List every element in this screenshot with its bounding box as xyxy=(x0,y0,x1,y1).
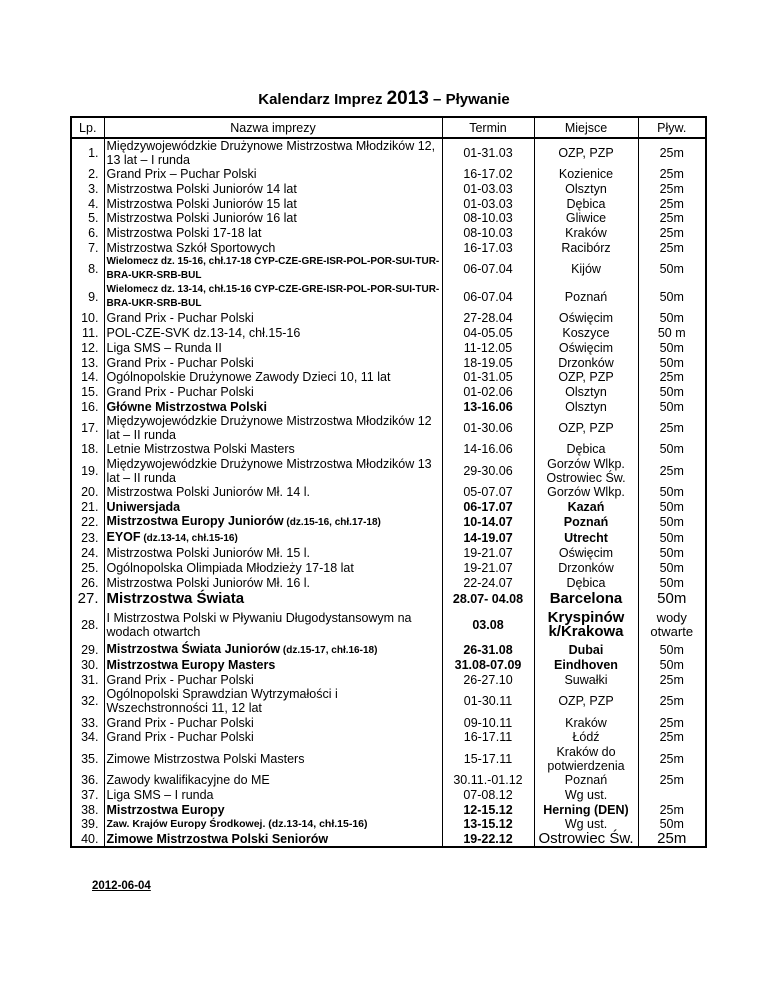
cell-term: 12-15.12 xyxy=(442,802,534,817)
table-row xyxy=(71,414,706,442)
cell-name: Główne Mistrzostwa Polski xyxy=(104,399,442,414)
cell-place: OZP, PZP xyxy=(534,138,638,167)
cell-place: OZP, PZP xyxy=(534,687,638,715)
header-term: Termin xyxy=(442,117,534,138)
cell-term: 14-16.06 xyxy=(442,442,534,457)
cell-term: 01-30.06 xyxy=(442,414,534,442)
cell-place: Kryspinów k/Krakowa xyxy=(534,608,638,642)
cell-place: Wg ust. xyxy=(534,817,638,832)
cell-pool: 25m xyxy=(638,773,706,788)
cell-pool: 50 m xyxy=(638,326,706,341)
table-row xyxy=(71,138,706,167)
cell-place: Utrecht xyxy=(534,530,638,546)
table-row xyxy=(71,575,706,590)
cell-place: Oświęcim xyxy=(534,311,638,326)
cell-lp: 23. xyxy=(71,530,104,546)
cell-pool: 50m xyxy=(638,817,706,832)
cell-name: Międzywojewódzkie Drużynowe Mistrzostwa Młodzików 12, 13 lat – I runda xyxy=(104,138,442,167)
cell-term: 13-16.06 xyxy=(442,399,534,414)
cell-place: Łódź xyxy=(534,730,638,745)
cell-place: Dubai xyxy=(534,642,638,658)
cell-name: Grand Prix – Puchar Polski xyxy=(104,167,442,182)
cell-place: Kijów xyxy=(534,255,638,283)
cell-name: Mistrzostwa Polski Juniorów 15 lat xyxy=(104,196,442,211)
cell-name: Grand Prix - Puchar Polski xyxy=(104,673,442,688)
cell-name: Zawody kwalifikacyjne do ME xyxy=(104,773,442,788)
cell-name-main: EYOF xyxy=(106,530,141,544)
cell-name: Zimowe Mistrzostwa Polski Seniorów xyxy=(104,832,442,847)
cell-pool: 50m xyxy=(638,561,706,576)
cell-pool: 50m xyxy=(638,514,706,530)
table-row xyxy=(71,341,706,356)
cell-term: 16-17.02 xyxy=(442,167,534,182)
table-row xyxy=(71,642,706,658)
cell-place: Dębica xyxy=(534,442,638,457)
cell-term: 01-02.06 xyxy=(442,385,534,400)
table-row xyxy=(71,673,706,688)
title-year: 2013 xyxy=(386,88,429,109)
cell-pool: 50m xyxy=(638,499,706,514)
cell-lp: 37. xyxy=(71,788,104,803)
table-row xyxy=(71,283,706,311)
cell-name: Grand Prix - Puchar Polski xyxy=(104,715,442,730)
cell-name xyxy=(104,642,442,658)
cell-term: 06-07.04 xyxy=(442,255,534,283)
table-row xyxy=(71,211,706,226)
cell-term: 10-14.07 xyxy=(442,514,534,530)
cell-place: Poznań xyxy=(534,773,638,788)
table-row xyxy=(71,590,706,608)
cell-lp: 40. xyxy=(71,832,104,847)
cell-lp: 12. xyxy=(71,341,104,356)
title-prefix: Kalendarz Imprez xyxy=(258,91,387,108)
table-row xyxy=(71,182,706,197)
cell-term: 13-15.12 xyxy=(442,817,534,832)
cell-place: Drzonków xyxy=(534,561,638,576)
cell-place: Herning (DEN) xyxy=(534,802,638,817)
cell-name: Mistrzostwa Polski Juniorów 14 lat xyxy=(104,182,442,197)
cell-pool: wody otwarte xyxy=(638,608,706,642)
cell-pool: 50m xyxy=(638,442,706,457)
cell-lp: 30. xyxy=(71,658,104,673)
table-row xyxy=(71,326,706,341)
cell-name: Zaw. Krajów Europy Środkowej. (dz.13-14, chł.15-16) xyxy=(104,817,442,832)
cell-lp: 16. xyxy=(71,399,104,414)
cell-name: Ogólnopolskie Drużynowe Zawody Dzieci 10, 11 lat xyxy=(104,370,442,385)
cell-lp: 5. xyxy=(71,211,104,226)
cell-pool: 25m xyxy=(638,673,706,688)
table-row xyxy=(71,457,706,485)
cell-lp: 15. xyxy=(71,385,104,400)
table-row xyxy=(71,745,706,773)
cell-name: Ogólnopolski Sprawdzian Wytrzymałości i Wszechstronności 11, 12 lat xyxy=(104,687,442,715)
cell-term: 07-08.12 xyxy=(442,788,534,803)
cell-pool: 25m xyxy=(638,138,706,167)
cell-term: 06-07.04 xyxy=(442,283,534,311)
cell-place: Gorzów Wlkp. Ostrowiec Św. xyxy=(534,457,638,485)
cell-lp: 11. xyxy=(71,326,104,341)
cell-name xyxy=(104,514,442,530)
cell-pool: 25m xyxy=(638,196,706,211)
cell-lp: 17. xyxy=(71,414,104,442)
cell-lp: 29. xyxy=(71,642,104,658)
cell-pool: 50m xyxy=(638,590,706,608)
cell-term: 01-03.03 xyxy=(442,182,534,197)
cell-lp: 32. xyxy=(71,687,104,715)
cell-pool: 50m xyxy=(638,658,706,673)
cell-lp: 34. xyxy=(71,730,104,745)
cell-lp: 4. xyxy=(71,196,104,211)
cell-term: 14-19.07 xyxy=(442,530,534,546)
cell-term: 27-28.04 xyxy=(442,311,534,326)
cell-term: 28.07- 04.08 xyxy=(442,590,534,608)
cell-term: 01-30.11 xyxy=(442,687,534,715)
cell-term: 26-31.08 xyxy=(442,642,534,658)
cell-name: Mistrzostwa Szkół Sportowych xyxy=(104,240,442,255)
cell-place: Kozienice xyxy=(534,167,638,182)
cell-place: Poznań xyxy=(534,514,638,530)
cell-name: Wielomecz dz. 13-14, chł.15-16 CYP-CZE-GRE-ISR-POL-POR-SUI-TUR-BRA-UKR-SRB-BUL xyxy=(104,283,442,311)
cell-term: 18-19.05 xyxy=(442,355,534,370)
cell-pool: 50m xyxy=(638,355,706,370)
cell-term: 16-17.03 xyxy=(442,240,534,255)
cell-pool: 50m xyxy=(638,255,706,283)
cell-lp: 6. xyxy=(71,226,104,241)
cell-term: 22-24.07 xyxy=(442,575,534,590)
table-row xyxy=(71,255,706,283)
table-row xyxy=(71,546,706,561)
cell-pool: 50m xyxy=(638,575,706,590)
cell-name: Mistrzostwa Polski Juniorów Mł. 15 l. xyxy=(104,546,442,561)
cell-pool: 50m xyxy=(638,485,706,500)
cell-place: Eindhoven xyxy=(534,658,638,673)
table-row xyxy=(71,442,706,457)
cell-name: Mistrzostwa Polski Juniorów 16 lat xyxy=(104,211,442,226)
cell-term: 19-22.12 xyxy=(442,832,534,847)
cell-lp: 27. xyxy=(71,590,104,608)
cell-name-main: Mistrzostwa Świata Juniorów xyxy=(106,642,281,657)
table-row xyxy=(71,715,706,730)
cell-name-main: Mistrzostwa Europy Juniorów xyxy=(106,514,284,528)
cell-pool: 50m xyxy=(638,283,706,311)
cell-name-suffix: (dz.15-17, chł.16-18) xyxy=(280,645,378,657)
cell-lp: 3. xyxy=(71,182,104,197)
cell-term: 30.11.-01.12 xyxy=(442,773,534,788)
table-row xyxy=(71,608,706,642)
cell-place: OZP, PZP xyxy=(534,414,638,442)
cell-lp: 31. xyxy=(71,673,104,688)
cell-name: Mistrzostwa Świata xyxy=(104,590,442,608)
cell-lp: 33. xyxy=(71,715,104,730)
cell-pool: 25m xyxy=(638,226,706,241)
table-row xyxy=(71,514,706,530)
cell-pool: 50m xyxy=(638,341,706,356)
table-row xyxy=(71,802,706,817)
cell-place: Barcelona xyxy=(534,590,638,608)
cell-place: Dębica xyxy=(534,575,638,590)
cell-pool: 25m xyxy=(638,832,706,847)
cell-place: Wg ust. xyxy=(534,788,638,803)
table-row xyxy=(71,788,706,803)
cell-term: 09-10.11 xyxy=(442,715,534,730)
cell-name: Ogólnopolska Olimpiada Młodzieży 17-18 lat xyxy=(104,561,442,576)
table-row xyxy=(71,399,706,414)
cell-term: 26-27.10 xyxy=(442,673,534,688)
table-row xyxy=(71,355,706,370)
cell-name: Mistrzostwa Europy Masters xyxy=(104,658,442,673)
cell-term: 11-12.05 xyxy=(442,341,534,356)
table-row xyxy=(71,773,706,788)
cell-name: Uniwersjada xyxy=(104,499,442,514)
cell-term: 08-10.03 xyxy=(442,226,534,241)
cell-name: Liga SMS – Runda II xyxy=(104,341,442,356)
cell-term: 31.08-07.09 xyxy=(442,658,534,673)
cell-lp: 2. xyxy=(71,167,104,182)
cell-term: 19-21.07 xyxy=(442,546,534,561)
cell-pool xyxy=(638,788,706,803)
header-place: Miejsce xyxy=(534,117,638,138)
cell-lp: 7. xyxy=(71,240,104,255)
cell-place: Olsztyn xyxy=(534,385,638,400)
events-table xyxy=(70,116,707,848)
cell-place: Suwałki xyxy=(534,673,638,688)
cell-name-suffix: (dz.13-14, chł.15-16) xyxy=(140,533,238,544)
cell-place: Olsztyn xyxy=(534,399,638,414)
cell-name: Grand Prix - Puchar Polski xyxy=(104,355,442,370)
cell-lp: 14. xyxy=(71,370,104,385)
document-date: 2012-06-04 xyxy=(92,880,151,892)
table-row xyxy=(71,240,706,255)
table-row xyxy=(71,658,706,673)
cell-name: Grand Prix - Puchar Polski xyxy=(104,385,442,400)
cell-lp: 39. xyxy=(71,817,104,832)
cell-name: Grand Prix - Puchar Polski xyxy=(104,311,442,326)
cell-place: Olsztyn xyxy=(534,182,638,197)
cell-pool: 25m xyxy=(638,457,706,485)
cell-place: Kraków xyxy=(534,226,638,241)
cell-pool: 25m xyxy=(638,211,706,226)
cell-lp: 36. xyxy=(71,773,104,788)
cell-place: Kazań xyxy=(534,499,638,514)
cell-pool: 25m xyxy=(638,182,706,197)
cell-place: Drzonków xyxy=(534,355,638,370)
cell-place: Koszyce xyxy=(534,326,638,341)
cell-pool: 50m xyxy=(638,385,706,400)
cell-pool: 50m xyxy=(638,311,706,326)
cell-name: Mistrzostwa Polski Juniorów Mł. 16 l. xyxy=(104,575,442,590)
cell-term: 01-03.03 xyxy=(442,196,534,211)
cell-pool: 25m xyxy=(638,370,706,385)
cell-name-suffix: (dz.15-16, chł.17-18) xyxy=(283,517,381,528)
cell-name xyxy=(104,530,442,546)
cell-lp: 24. xyxy=(71,546,104,561)
header-pool: Pływ. xyxy=(638,117,706,138)
cell-place: OZP, PZP xyxy=(534,370,638,385)
cell-name: Międzywojewódzkie Drużynowe Mistrzostwa Młodzików 13 lat – II runda xyxy=(104,457,442,485)
table-row xyxy=(71,167,706,182)
cell-pool: 25m xyxy=(638,687,706,715)
cell-lp: 8. xyxy=(71,255,104,283)
table-row xyxy=(71,561,706,576)
table-header-row xyxy=(71,117,706,138)
cell-place: Oświęcim xyxy=(534,341,638,356)
cell-pool: 25m xyxy=(638,167,706,182)
cell-name: Mistrzostwa Polski Juniorów Mł. 14 l. xyxy=(104,485,442,500)
cell-lp: 10. xyxy=(71,311,104,326)
header-lp: Lp. xyxy=(71,117,104,138)
cell-pool: 25m xyxy=(638,414,706,442)
cell-place: Gorzów Wlkp. xyxy=(534,485,638,500)
cell-lp: 18. xyxy=(71,442,104,457)
cell-name: Międzywojewódzkie Drużynowe Mistrzostwa Młodzików 12 lat – II runda xyxy=(104,414,442,442)
title-suffix: – Pływanie xyxy=(428,91,510,108)
header-name: Nazwa imprezy xyxy=(104,117,442,138)
cell-lp: 19. xyxy=(71,457,104,485)
cell-term: 16-17.11 xyxy=(442,730,534,745)
page-title xyxy=(0,88,768,110)
cell-term: 08-10.03 xyxy=(442,211,534,226)
cell-lp: 20. xyxy=(71,485,104,500)
cell-name: Grand Prix - Puchar Polski xyxy=(104,730,442,745)
cell-name: POL-CZE-SVK dz.13-14, chł.15-16 xyxy=(104,326,442,341)
table-row xyxy=(71,485,706,500)
cell-name: Zimowe Mistrzostwa Polski Masters xyxy=(104,745,442,773)
cell-lp: 21. xyxy=(71,499,104,514)
cell-pool: 25m xyxy=(638,730,706,745)
table-row xyxy=(71,530,706,546)
cell-pool: 50m xyxy=(638,642,706,658)
table-body xyxy=(71,138,706,847)
cell-term: 04-05.05 xyxy=(442,326,534,341)
cell-term: 01-31.03 xyxy=(442,138,534,167)
cell-term: 06-17.07 xyxy=(442,499,534,514)
cell-term: 01-31.05 xyxy=(442,370,534,385)
cell-lp: 25. xyxy=(71,561,104,576)
cell-name: I Mistrzostwa Polski w Pływaniu Długodystansowym na wodach otwartch xyxy=(104,608,442,642)
cell-lp: 35. xyxy=(71,745,104,773)
cell-pool: 50m xyxy=(638,530,706,546)
cell-name: Mistrzostwa Polski 17-18 lat xyxy=(104,226,442,241)
cell-lp: 13. xyxy=(71,355,104,370)
table-row xyxy=(71,385,706,400)
cell-name: Mistrzostwa Europy xyxy=(104,802,442,817)
cell-pool: 50m xyxy=(638,399,706,414)
cell-place: Oświęcim xyxy=(534,546,638,561)
cell-term: 29-30.06 xyxy=(442,457,534,485)
cell-pool: 25m xyxy=(638,745,706,773)
cell-lp: 26. xyxy=(71,575,104,590)
cell-lp: 38. xyxy=(71,802,104,817)
cell-lp: 1. xyxy=(71,138,104,167)
cell-term: 03.08 xyxy=(442,608,534,642)
table-row xyxy=(71,730,706,745)
table-row xyxy=(71,311,706,326)
cell-pool: 25m xyxy=(638,802,706,817)
cell-pool: 25m xyxy=(638,240,706,255)
cell-lp: 28. xyxy=(71,608,104,642)
cell-place: Dębica xyxy=(534,196,638,211)
cell-term: 19-21.07 xyxy=(442,561,534,576)
table-row xyxy=(71,226,706,241)
cell-name: Wielomecz dz. 15-16, chł.17-18 CYP-CZE-GRE-ISR-POL-POR-SUI-TUR-BRA-UKR-SRB-BUL xyxy=(104,255,442,283)
cell-place: Poznań xyxy=(534,283,638,311)
cell-place: Racibórz xyxy=(534,240,638,255)
table-row xyxy=(71,370,706,385)
cell-lp: 9. xyxy=(71,283,104,311)
cell-term: 15-17.11 xyxy=(442,745,534,773)
table-row xyxy=(71,687,706,715)
cell-pool: 25m xyxy=(638,715,706,730)
cell-place: Kraków do potwierdzenia xyxy=(534,745,638,773)
cell-pool: 50m xyxy=(638,546,706,561)
cell-place: Gliwice xyxy=(534,211,638,226)
table-row xyxy=(71,499,706,514)
cell-lp: 22. xyxy=(71,514,104,530)
cell-place: Kraków xyxy=(534,715,638,730)
cell-name: Liga SMS – I runda xyxy=(104,788,442,803)
table-row xyxy=(71,196,706,211)
cell-name: Letnie Mistrzostwa Polski Masters xyxy=(104,442,442,457)
cell-term: 05-07.07 xyxy=(442,485,534,500)
cell-place: Ostrowiec Św. xyxy=(534,832,638,847)
table-row xyxy=(71,832,706,847)
